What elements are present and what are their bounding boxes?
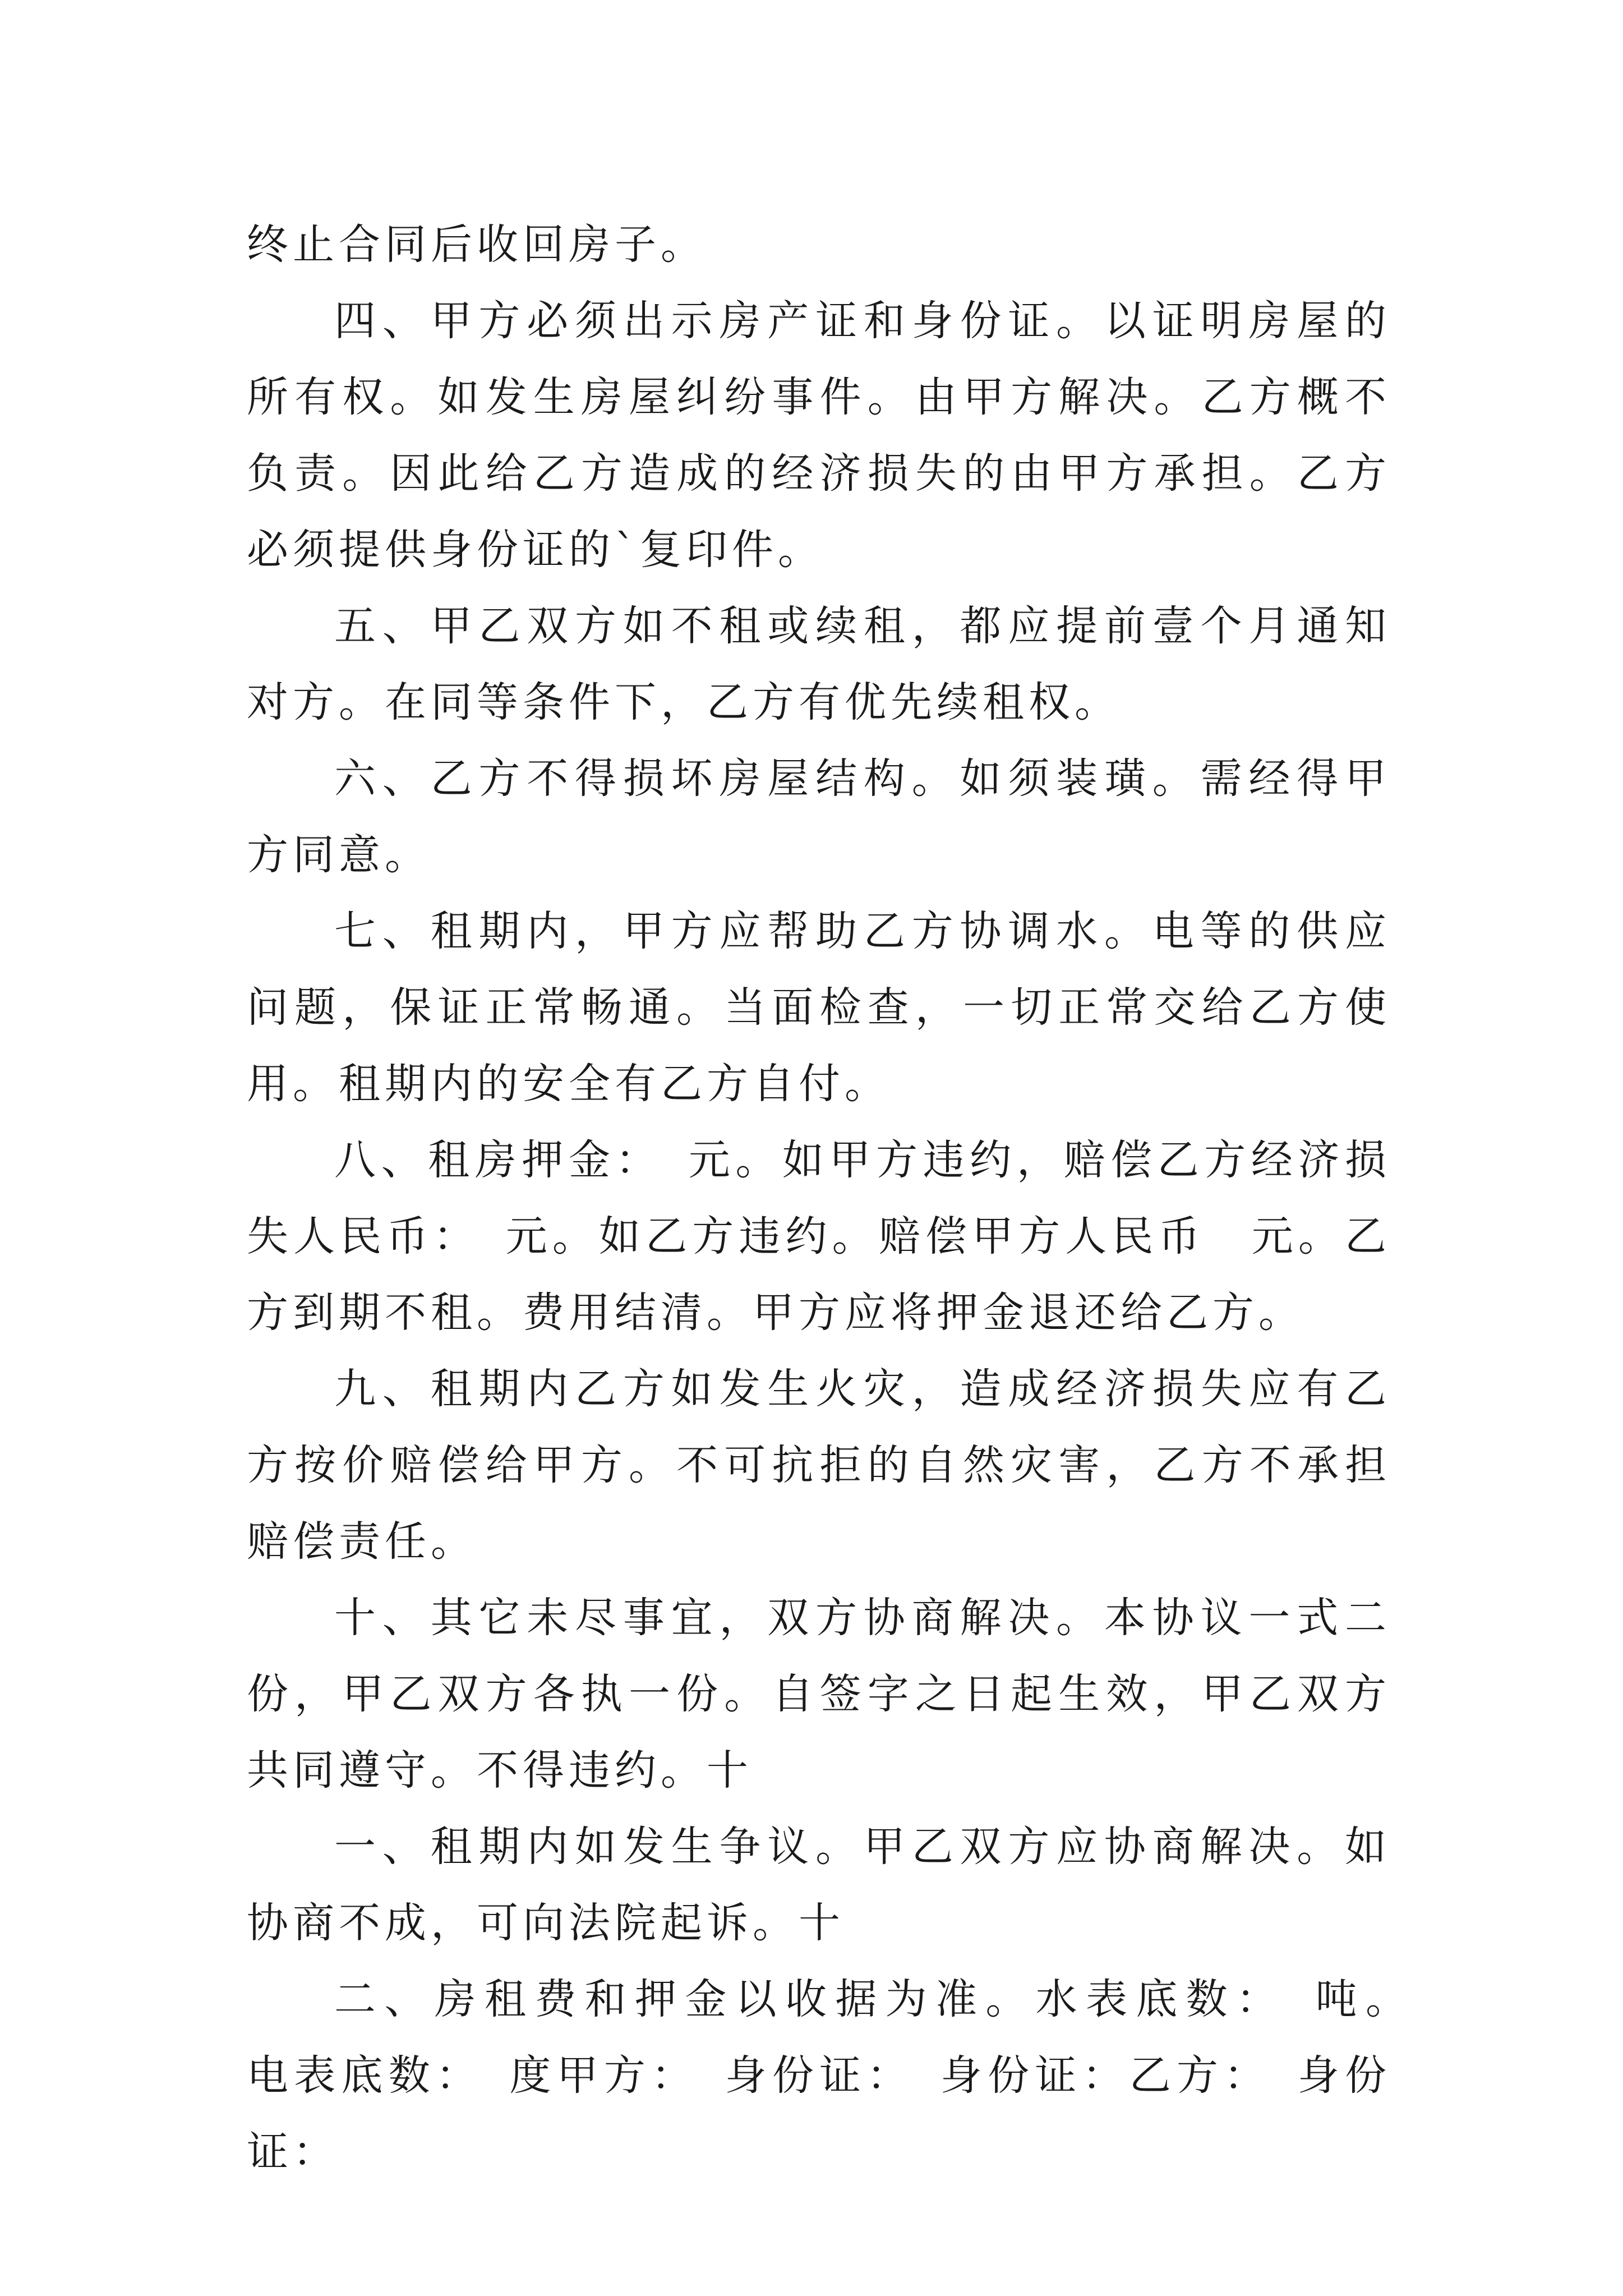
clause-12-signatures: 二、房租费和押金以收据为准。水表底数： 吨。 电表底数： 度甲方： 身份证： 身份证：乙方： 身份证： [247,1975,1437,2176]
clause-7: 七、租期内，甲方应帮助乙方协调水。电等的供应问题，保证正常畅通。当面检查，一切正常交给乙方使用。租期内的安全有乙方自付。 [247,907,1391,1108]
clause-9: 九、租期内乙方如发生火灾，造成经济损失应有乙方按价赔偿给甲方。不可抗拒的自然灾害，乙方不承担赔偿责任。 [247,1365,1391,1566]
clause-4: 四、甲方必须出示房产证和身份证。以证明房屋的所有权。如发生房屋纠纷事件。由甲方解决。乙方概不负责。因此给乙方造成的经济损失的由甲方承担。乙方必须提供身份证的`复印件。 [247,297,1391,574]
contract-body [247,206,1437,2190]
paragraph-continuation: 终止合同后收回房子。 [247,220,707,269]
clause-11: 一、租期内如发生争议。甲乙双方应协商解决。如协商不成，可向法院起诉。十 [247,1823,1391,1947]
clause-6: 六、乙方不得损坏房屋结构。如须装璜。需经得甲方同意。 [247,754,1391,879]
clause-10: 十、其它未尽事宜，双方协商解决。本协议一式二份，甲乙双方各执一份。自签字之日起生效，甲乙双方共同遵守。不得违约。十 [247,1594,1391,1795]
clause-5: 五、甲乙双方如不租或续租，都应提前壹个月通知对方。在同等条件下，乙方有优先续租权。 [247,602,1391,726]
clause-8: 八、租房押金： 元。如甲方违约，赔偿乙方经济损失人民币： 元。如乙方违约。赔偿甲方人民币 元。乙方到期不租。费用结清。甲方应将押金退还给乙方。 [247,1136,1391,1337]
